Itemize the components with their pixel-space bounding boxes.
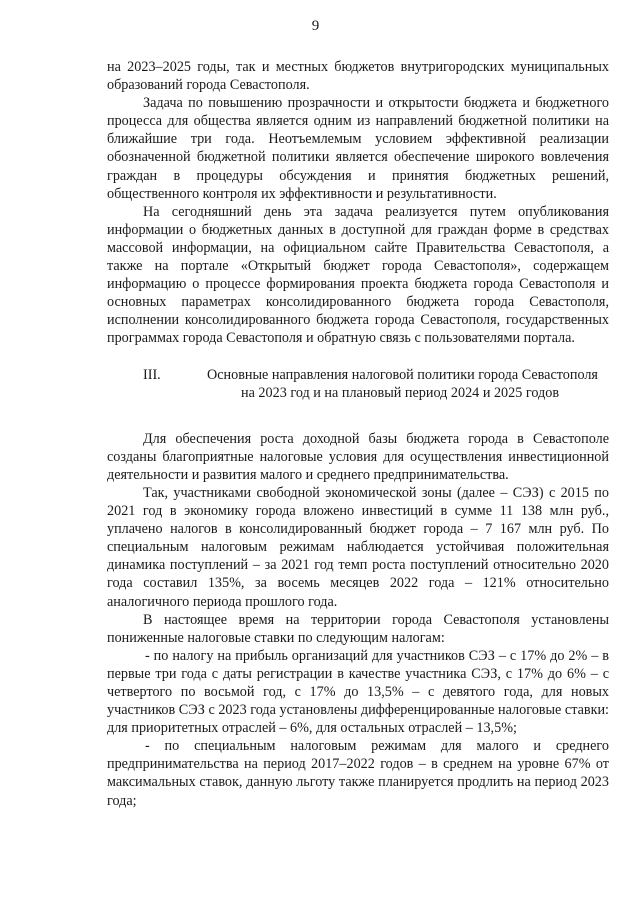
paragraph: На сегодняшний день эта задача реализуется путем опубликования информации о бюджетных данных в доступной для граждан форме в средствах массовой информации, на официальном сайте Правительства Севастополя, а также на портале «Открытый бюджет города Севастополя», содержащем информацию о процессе формирования проекта бюджета города Севастополя и основных параметрах консолидированного бюджета города Севастополя, исполнении консолидированного бюджета города Севастополя, государственных программах города Севастополя и обратную связь с пользователями портала. <box>107 203 609 347</box>
list-item: - по налогу на прибыль организаций для участников СЭЗ – с 17% до 2% – в первые три года с даты регистрации в качестве участника СЭЗ, с 17% до 6% – с четвертого по восьмой год, с 17% до 13,5% – с девятого года, для новых участников СЭЗ с 2023 года установлены дифференцированные налоговые ставки: для приоритетных отраслей – 6%, для остальных отраслей – 13,5%; <box>107 647 609 737</box>
section-title-line: на 2023 год и на плановый период 2024 и 2025 годов <box>241 384 560 401</box>
page-number: 9 <box>311 18 320 34</box>
section-title-line: Основные направления налоговой политики города Севастополя <box>207 366 598 383</box>
section-heading <box>107 366 609 402</box>
section-number: III. <box>143 366 161 383</box>
paragraph: В настоящее время на территории города Севастополя установлены пониженные налоговые ставки по следующим налогам: <box>107 611 609 646</box>
paragraph: на 2023–2025 годы, так и местных бюджетов внутригородских муниципальных образований города Севастополя. <box>107 59 609 94</box>
section-title <box>207 366 609 402</box>
paragraph: Задача по повышению прозрачности и открытости бюджета и бюджетного процесса для общества является одним из направлений бюджетной политики на ближайшие три года. Неотъемлемым условием эффективной реализации обозначенной бюджетной политики является обеспечение широкого вовлечения граждан в процедуры обсуждения и принятия бюджетных решений, общественного контроля их эффективности и результативности. <box>107 95 609 202</box>
paragraph: Так, участниками свободной экономической зоны (далее – СЭЗ) с 2015 по 2021 год в экономику города вложено инвестиций в сумме 11 138 млн руб., уплачено налогов в консолидированный бюджет города – 7 167 млн руб. По специальным налоговым режимам наблюдается устойчивая положительная динамика поступлений – за 2021 год темп роста поступлений относительно 2020 года составил 135%, за восемь месяцев 2022 года – 121% относительно аналогичного периода прошлого года. <box>107 484 609 610</box>
list-item: - по специальным налоговым режимам для малого и среднего предпринимательства на период 2017–2022 годов – в среднем на уровне 67% от максимальных ставок, данную льготу также планируется продлить на период 2023 года; <box>107 738 609 809</box>
document-body <box>107 58 609 810</box>
paragraph: Для обеспечения роста доходной базы бюджета города в Севастополе созданы благоприятные налоговые условия для осуществления инвестиционной деятельности и развития малого и среднего предпринимательства. <box>107 430 609 483</box>
